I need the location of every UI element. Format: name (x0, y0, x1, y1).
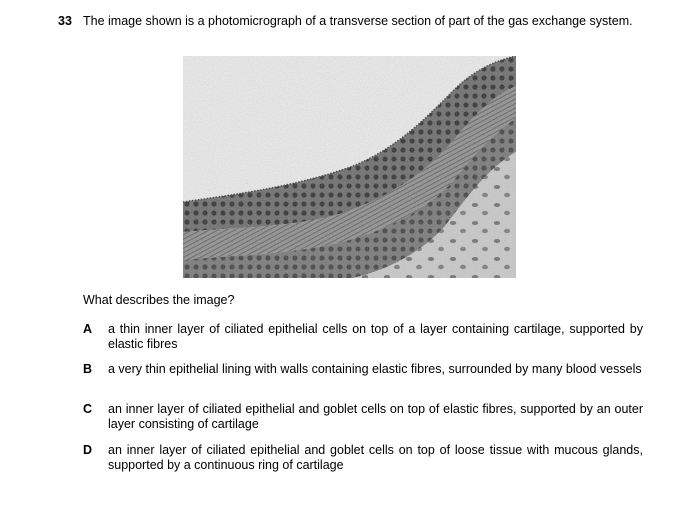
option-a-letter[interactable]: A (83, 322, 93, 336)
option-d-letter[interactable]: D (83, 443, 93, 457)
option-a-text[interactable]: a thin inner layer of ciliated epithelial cells on top of a layer containing cartilage, supported by elastic fibres (108, 322, 643, 351)
option-d-text[interactable]: an inner layer of ciliated epithelial and goblet cells on top of loose tissue with mucous glands, supported by a continuous ring of cartilage (108, 443, 643, 472)
photomicrograph-image (183, 56, 516, 278)
question-prompt: What describes the image? (83, 293, 235, 307)
option-b-text[interactable]: a very thin epithelial lining with walls containing elastic fibres, surrounded by many blood vessels (108, 362, 642, 376)
option-c-letter[interactable]: C (83, 402, 93, 416)
question-number: 33 (58, 14, 72, 28)
option-c-text[interactable]: an inner layer of ciliated epithelial and goblet cells on top of elastic fibres, supported by an outer layer consisting of cartilage (108, 402, 643, 431)
question-stem: The image shown is a photomicrograph of a transverse section of part of the gas exchange system. (83, 14, 633, 28)
option-b-letter[interactable]: B (83, 362, 93, 376)
